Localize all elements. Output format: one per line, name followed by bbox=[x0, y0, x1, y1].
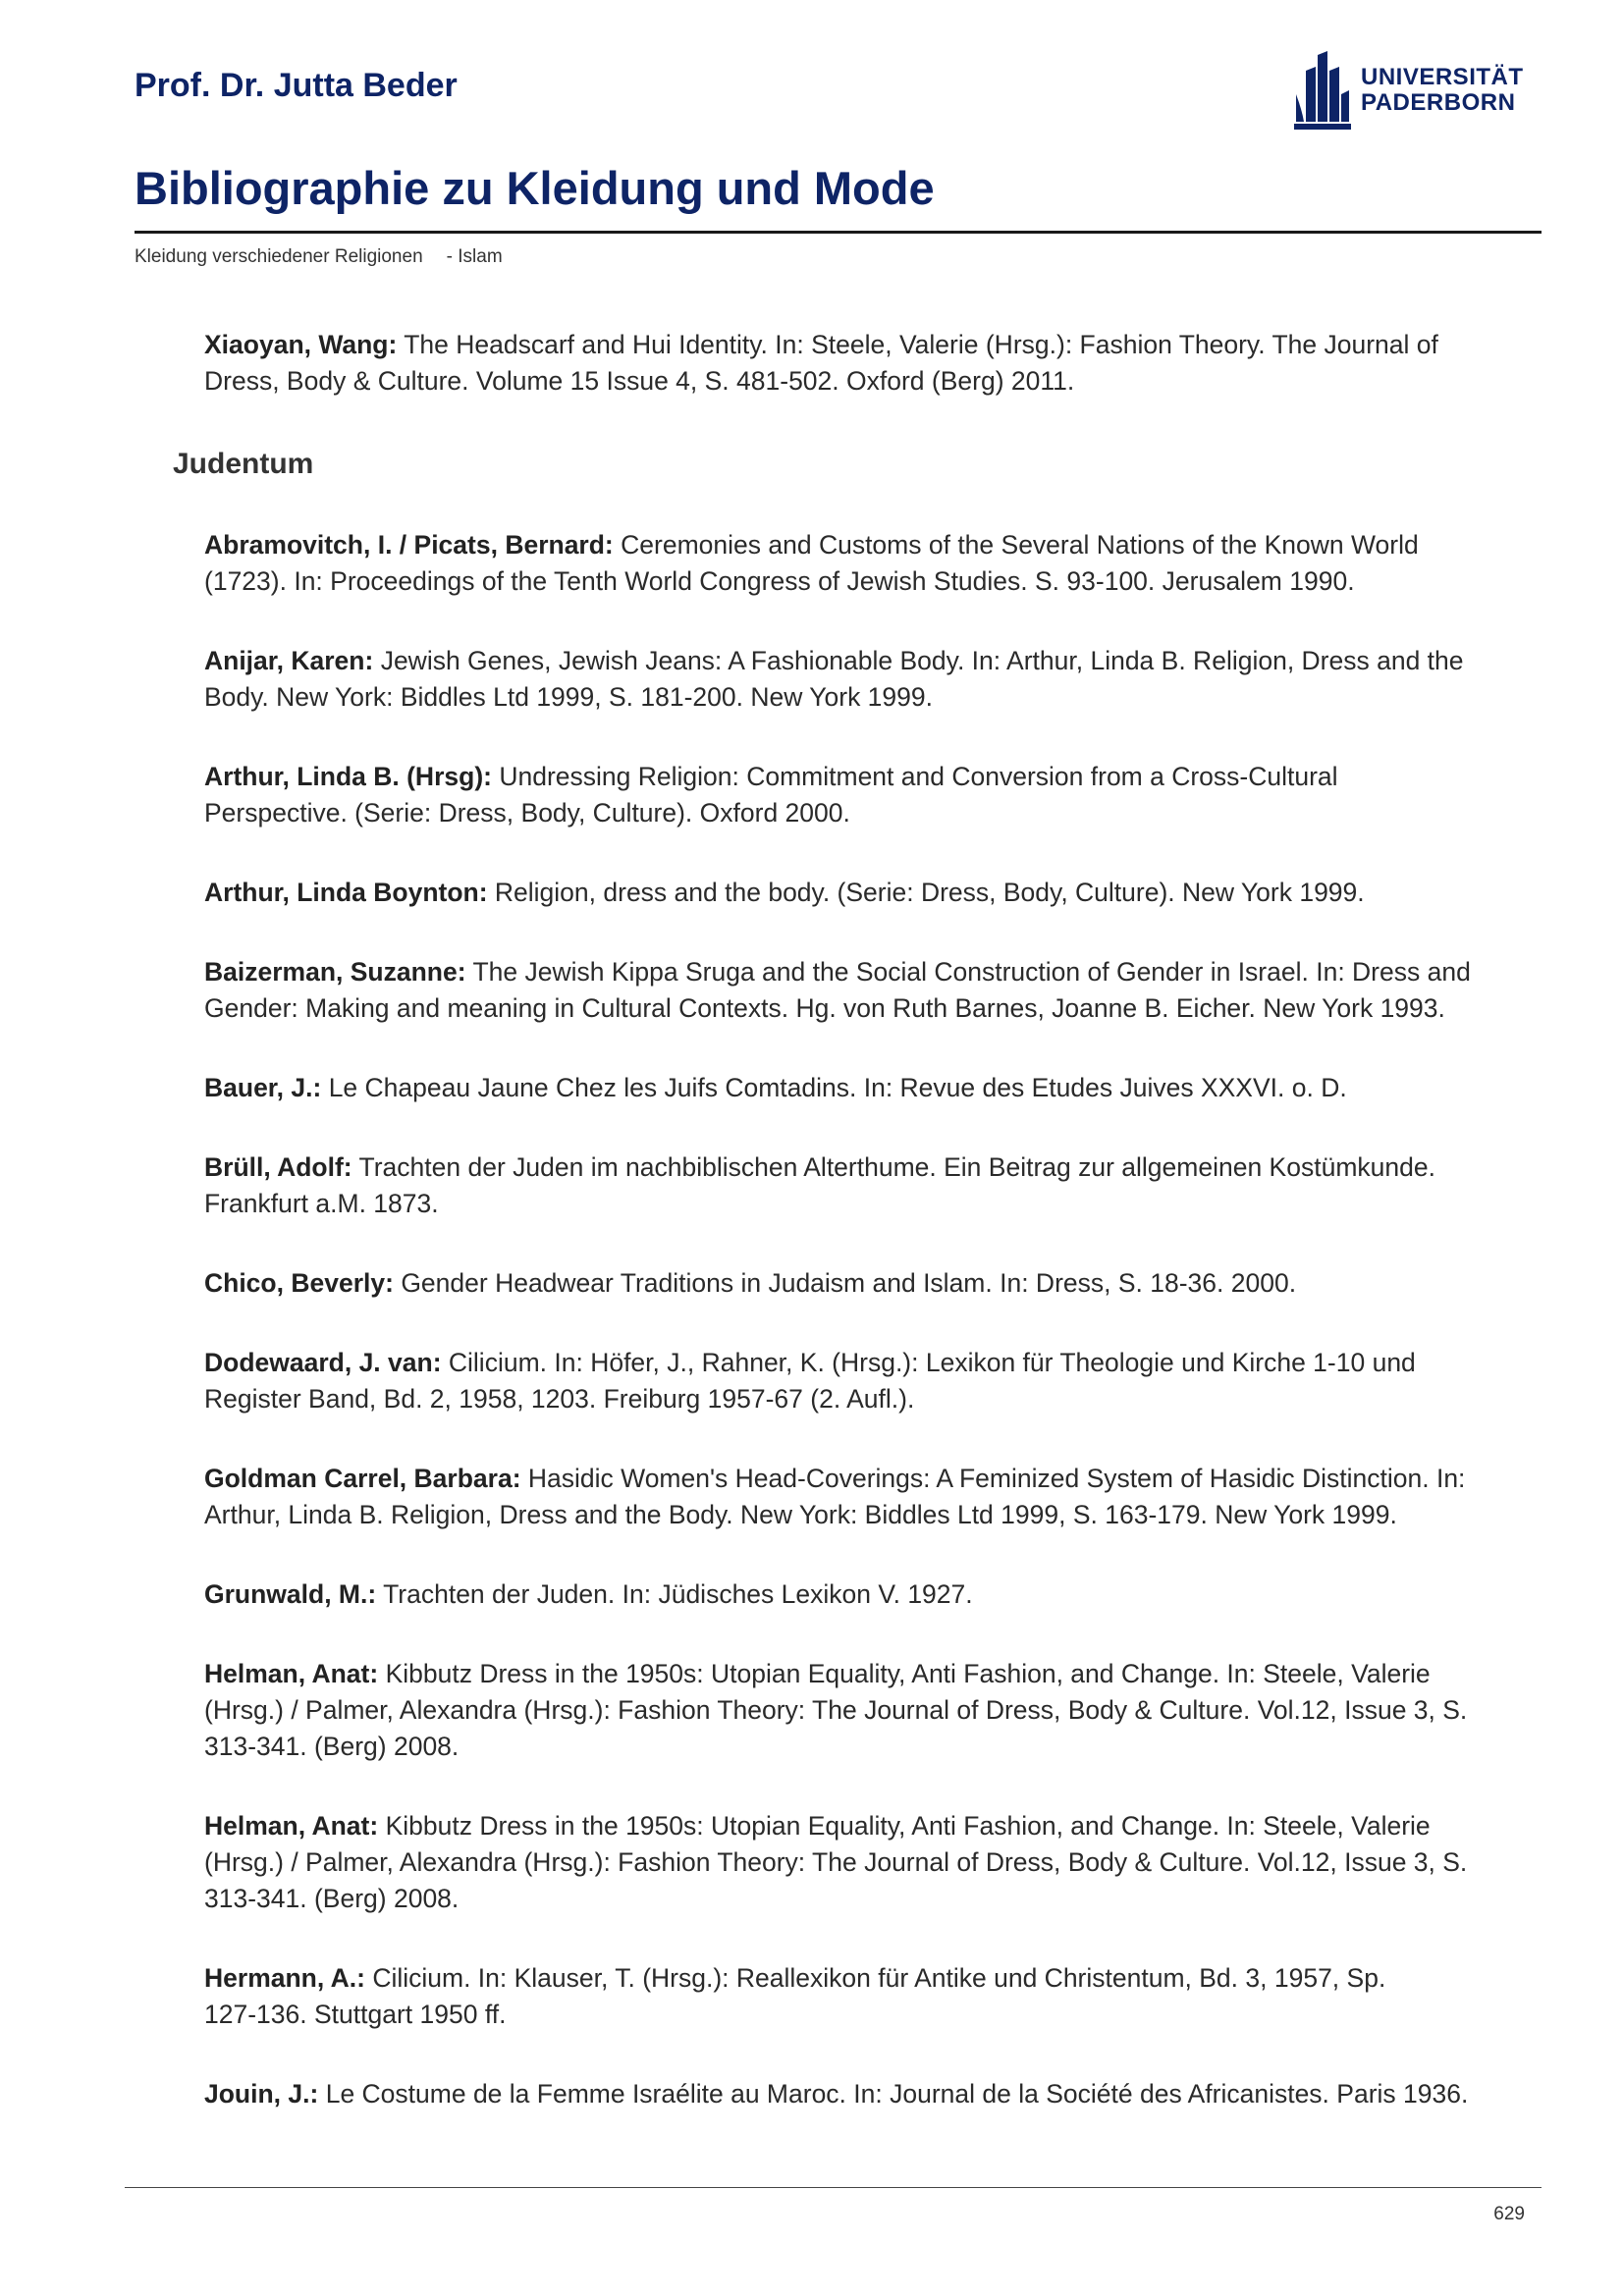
entry-text: Ceremonies and Customs of the Several Nations of the Known World bbox=[621, 530, 1419, 560]
bibliography-entry bbox=[204, 643, 1520, 716]
page-number: 629 bbox=[1493, 2204, 1525, 2224]
entry-text: Trachten der Juden im nachbiblischen Alterthume. Ein Beitrag zur allgemeinen Kostümkunde. bbox=[358, 1152, 1435, 1182]
entry-author: Anijar, Karen: bbox=[204, 646, 374, 675]
entry-text: Cilicium. In: Klauser, T. (Hrsg.): Reallexikon für Antike und Christentum, Bd. 3, 1957, Sp. bbox=[372, 1963, 1386, 1993]
document-title: Bibliographie zu Kleidung und Mode bbox=[135, 162, 935, 214]
entry-author: Arthur, Linda B. (Hrsg): bbox=[204, 762, 492, 791]
entry-author: Jouin, J.: bbox=[204, 2079, 319, 2109]
university-logo-icon bbox=[1294, 51, 1351, 130]
entry-text: Body. New York: Biddles Ltd 1999, S. 181-200. New York 1999. bbox=[204, 682, 933, 712]
bibliography-entry bbox=[204, 527, 1520, 600]
entry-text: Cilicium. In: Höfer, J., Rahner, K. (Hrsg.): Lexikon für Theologie und Kirche 1-10 und bbox=[448, 1348, 1416, 1377]
entry-author: Abramovitch, I. / Picats, Bernard: bbox=[204, 530, 614, 560]
entry-text: (1723). In: Proceedings of the Tenth World Congress of Jewish Studies. S. 93-100. Jerusalem 1990. bbox=[204, 566, 1355, 596]
entry-author: Arthur, Linda Boynton: bbox=[204, 878, 488, 907]
entry-author: Grunwald, M.: bbox=[204, 1579, 377, 1609]
entry-text: (Hrsg.) / Palmer, Alexandra (Hrsg.): Fashion Theory: The Journal of Dress, Body & Culture. Vol.12, Issue 3, S. bbox=[204, 1695, 1468, 1725]
entry-author: Baizerman, Suzanne: bbox=[204, 957, 466, 987]
entry-text: Trachten der Juden. In: Jüdisches Lexikon V. 1927. bbox=[383, 1579, 973, 1609]
bibliography-entry bbox=[204, 1960, 1520, 2033]
bibliography-entry bbox=[204, 1461, 1520, 1533]
bibliography-entry bbox=[204, 875, 1520, 911]
bibliography-entry bbox=[204, 1345, 1520, 1417]
entry-author: Xiaoyan, Wang: bbox=[204, 330, 398, 359]
entry-text: Hasidic Women's Head-Coverings: A Feminized System of Hasidic Distinction. In: bbox=[527, 1464, 1466, 1493]
entry-text: Gender: Making and meaning in Cultural Contexts. Hg. von Ruth Barnes, Joanne B. Eicher. New York 1993. bbox=[204, 993, 1445, 1023]
entry-text: Perspective. (Serie: Dress, Body, Culture). Oxford 2000. bbox=[204, 798, 850, 828]
bibliography-entry bbox=[204, 954, 1520, 1027]
author-name: Prof. Dr. Jutta Beder bbox=[135, 67, 458, 104]
entry-text: 313-341. (Berg) 2008. bbox=[204, 1884, 460, 1913]
entry-text: Undressing Religion: Commitment and Conversion from a Cross-Cultural bbox=[499, 762, 1338, 791]
entry-author: Bauer, J.: bbox=[204, 1073, 322, 1102]
entry-author: Brüll, Adolf: bbox=[204, 1152, 352, 1182]
running-header-category: Kleidung verschiedener Religionen bbox=[135, 246, 423, 267]
entry-text: Jewish Genes, Jewish Jeans: A Fashionable Body. In: Arthur, Linda B. Religion, Dress and the bbox=[380, 646, 1464, 675]
entry-text: Frankfurt a.M. 1873. bbox=[204, 1189, 439, 1218]
entry-text: 313-341. (Berg) 2008. bbox=[204, 1732, 460, 1761]
entry-text: Register Band, Bd. 2, 1958, 1203. Freiburg 1957-67 (2. Aufl.). bbox=[204, 1384, 915, 1414]
bibliography-entry bbox=[204, 1070, 1520, 1106]
entry-text: Arthur, Linda B. Religion, Dress and the Body. New York: Biddles Ltd 1999, S. 163-179. New York 1999. bbox=[204, 1500, 1397, 1529]
bibliography-entry bbox=[204, 2076, 1520, 2112]
entry-author: Helman, Anat: bbox=[204, 1811, 379, 1841]
entry-text: Kibbutz Dress in the 1950s: Utopian Equality, Anti Fashion, and Change. In: Steele, Valerie bbox=[385, 1811, 1431, 1841]
bibliography-entry bbox=[204, 1265, 1520, 1302]
entry-author: Goldman Carrel, Barbara: bbox=[204, 1464, 521, 1493]
entry-author: Hermann, A.: bbox=[204, 1963, 365, 1993]
entry-text: 127-136. Stuttgart 1950 ff. bbox=[204, 2000, 507, 2029]
logo-line-2: PADERBORN bbox=[1361, 89, 1516, 116]
entry-text: (Hrsg.) / Palmer, Alexandra (Hrsg.): Fashion Theory: The Journal of Dress, Body & Culture. Vol.12, Issue 3, S. bbox=[204, 1847, 1468, 1877]
bibliography-entry bbox=[204, 1656, 1520, 1765]
university-logo-text bbox=[1361, 65, 1524, 116]
bibliography-entry bbox=[204, 1808, 1520, 1917]
footer-divider bbox=[125, 2187, 1542, 2188]
bibliography-entry bbox=[204, 759, 1520, 831]
entry-text: Religion, dress and the body. (Serie: Dress, Body, Culture). New York 1999. bbox=[494, 878, 1365, 907]
bibliography-entry bbox=[204, 327, 1520, 400]
entry-text: The Jewish Kippa Sruga and the Social Construction of Gender in Israel. In: Dress and bbox=[472, 957, 1471, 987]
bibliography-entry bbox=[204, 1576, 1520, 1613]
logo-line-1: UNIVERSITÄT bbox=[1361, 64, 1524, 90]
bibliography-entry bbox=[204, 1149, 1520, 1222]
entry-text: Kibbutz Dress in the 1950s: Utopian Equality, Anti Fashion, and Change. In: Steele, Valerie bbox=[385, 1659, 1431, 1688]
university-logo bbox=[1294, 51, 1524, 130]
entry-text: Le Costume de la Femme Israélite au Maroc. In: Journal de la Société des Africanistes. Paris 1936. bbox=[325, 2079, 1469, 2109]
entry-author: Chico, Beverly: bbox=[204, 1268, 394, 1298]
header-divider bbox=[135, 231, 1542, 234]
entry-text: The Headscarf and Hui Identity. In: Steele, Valerie (Hrsg.): Fashion Theory. The Journal of bbox=[404, 330, 1438, 359]
entry-author: Dodewaard, J. van: bbox=[204, 1348, 442, 1377]
entry-text: Le Chapeau Jaune Chez les Juifs Comtadins. In: Revue des Etudes Juives XXXVI. o. D. bbox=[328, 1073, 1347, 1102]
section-heading-judentum: Judentum bbox=[173, 448, 314, 480]
entry-text: Dress, Body & Culture. Volume 15 Issue 4, S. 481-502. Oxford (Berg) 2011. bbox=[204, 366, 1075, 396]
running-header-subcategory: - Islam bbox=[446, 246, 503, 267]
entry-author: Helman, Anat: bbox=[204, 1659, 379, 1688]
running-header bbox=[135, 246, 503, 268]
entry-text: Gender Headwear Traditions in Judaism and Islam. In: Dress, S. 18-36. 2000. bbox=[401, 1268, 1297, 1298]
